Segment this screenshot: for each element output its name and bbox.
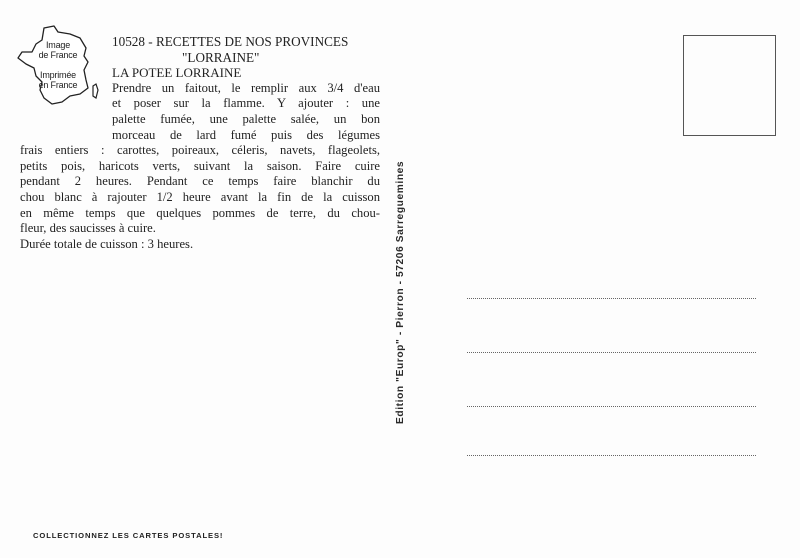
recipe-series-title: 10528 - RECETTES DE NOS PROVINCES — [112, 34, 349, 49]
recipe-line: frais entiers : carottes, poireaux, céleris, navets, flageolets, — [20, 143, 380, 158]
logo-text-image-de-france: Image de France — [38, 40, 78, 60]
recipe-line: et poser sur la flamme. Y ajouter : une — [112, 96, 380, 111]
recipe-line: en même temps que quelques pommes de terre, du chou- — [20, 205, 380, 220]
address-line — [467, 406, 756, 407]
footer-slogan: COLLECTIONNEZ LES CARTES POSTALES! — [33, 531, 224, 540]
recipe-dish-name: LA POTEE LORRAINE — [112, 65, 242, 81]
recipe-line: fleur, des saucisses à cuire. — [20, 221, 156, 236]
recipe-region: "LORRAINE" — [182, 49, 260, 65]
recipe-line: palette fumée, une palette salée, un bon — [112, 111, 380, 126]
publisher-credit: Edition "Europ" - Pierron - 57206 Sarreguemines — [395, 160, 406, 424]
address-line — [467, 352, 756, 353]
recipe-line: chou blanc à rajouter 1/2 heure avant la fin de la cuisson — [20, 189, 380, 204]
recipe-line: petits pois, haricots verts, suivant la saison. Faire cuire — [20, 158, 380, 173]
stamp-box — [683, 35, 776, 136]
recipe-cooking-time: Durée totale de cuisson : 3 heures. — [20, 236, 194, 251]
logo-text-imprimee-en-france: Imprimée en France — [38, 70, 78, 90]
recipe-line: pendant 2 heures. Pendant ce temps faire blanchir du — [20, 174, 380, 189]
recipe-line: morceau de lard fumé puis des légumes — [112, 127, 380, 142]
address-line — [467, 455, 756, 456]
recipe-text — [20, 34, 380, 252]
address-line — [467, 298, 756, 299]
recipe-line: Prendre un faitout, le remplir aux 3/4 d'eau — [112, 80, 380, 95]
